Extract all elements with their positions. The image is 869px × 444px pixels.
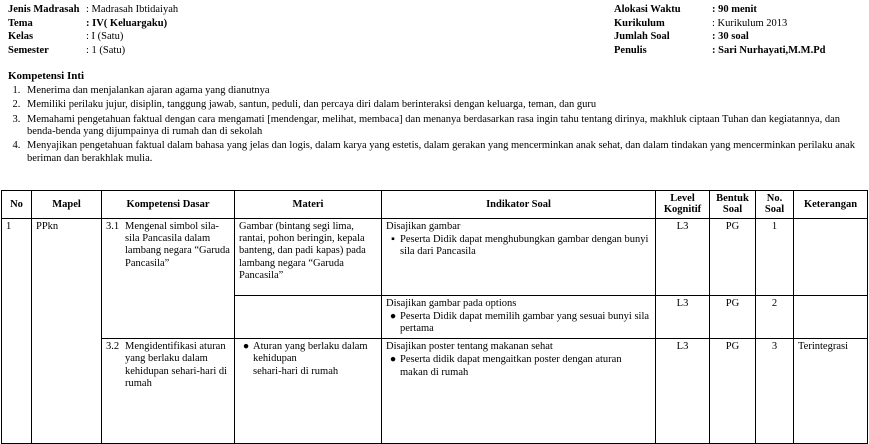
kompetensi-inti-item: 3. Memahami pengetahuan faktual dengan cara mengamati [mendengar, melihat, membaca] dan menanya berdasarkan rasa ingin tahu tentang dirinya, makhluk ciptaan Tuhan dan kegiatannya, dan benda-benda yang dijumpainya di rumah dan di sekolah [23, 114, 863, 139]
header-label: Semester [8, 44, 49, 56]
cell-mapel: PPkn [32, 218, 102, 443]
cell-no-soal: 1 [756, 218, 794, 295]
materi-item-continued [239, 366, 377, 378]
header-label: Kurikulum [614, 17, 665, 29]
kd-number: 3.2 [106, 340, 120, 352]
header-label: Jumlah Soal [614, 31, 670, 42]
header-value: : Sari Nurhayati,M.M.Pd [712, 44, 826, 56]
cell-kompetensi-dasar [102, 338, 235, 443]
kd-entry [106, 221, 230, 271]
header-row-jumlah-soal [614, 31, 825, 45]
cell-kompetensi-dasar [102, 218, 235, 338]
indikator-item [386, 354, 651, 379]
header-value: : Kurikulum 2013 [712, 17, 788, 29]
header-label: Alokasi Waktu [614, 4, 681, 15]
header-right [614, 4, 825, 58]
indikator-text: Peserta Didik dapat menghubungkan gambar dengan bunyi sila dari Pancasila [400, 234, 649, 258]
materi-item [239, 341, 377, 366]
header-row-tema [8, 18, 178, 32]
table-row [2, 218, 868, 295]
cell-materi [235, 338, 382, 443]
header-value: : 30 soal [712, 31, 749, 42]
header-value: : Madrasah Ibtidaiyah [86, 4, 179, 15]
header-label: Jenis Madrasah [8, 4, 80, 15]
cell-keterangan [794, 295, 868, 338]
materi-text: sehari-hari di rumah [253, 365, 339, 377]
cell-materi [235, 295, 382, 338]
kompetensi-inti-item: 4. Menyajikan pengetahuan faktual dalam bahasa yang jelas dan logis, dalam karya yang estetis, dalam gerakan yang mencerminkan anak sehat, dan dalam tindakan yang mencerminkan perilaku anak beriman dan berakhlak mulia. [23, 140, 863, 165]
kompetensi-inti-section [8, 70, 863, 167]
cell-keterangan: Terintegrasi [794, 338, 868, 443]
table-row [2, 338, 868, 443]
header-row-penulis [614, 45, 825, 59]
cell-level-kognitif: L3 [656, 295, 710, 338]
cell-indikator-soal [382, 338, 656, 443]
col-header-no-soal: No. Soal [756, 191, 794, 219]
header-row-jenis-madrasah [8, 4, 178, 18]
kd-entry [106, 341, 230, 391]
kd-text: Mengenal simbol sila-sila Pancasila dalam lambang negara “Garuda Pancasila” [125, 220, 230, 269]
indikator-item [386, 234, 651, 259]
cell-bentuk-soal: PG [710, 218, 756, 295]
header-row-semester [8, 45, 178, 59]
kompetensi-inti-title: Kompetensi Inti [8, 70, 85, 82]
cell-level-kognitif: L3 [656, 218, 710, 295]
bullet-spacer [239, 366, 253, 378]
col-header-level-kognitif: Level Kognitif [656, 191, 710, 219]
col-header-indikator-soal: Indikator Soal [382, 191, 656, 219]
indikator-item [386, 311, 651, 336]
col-header-kompetensi-dasar: Kompetensi Dasar [102, 191, 235, 219]
header-row-kelas [8, 31, 178, 45]
table-header-row [2, 191, 868, 219]
bullet-icon: ● [242, 340, 250, 352]
cell-indikator-soal [382, 218, 656, 295]
col-header-keterangan: Keterangan [794, 191, 868, 219]
header-row-kurikulum [614, 18, 825, 32]
materi-text: Aturan yang berlaku dalam kehidupan [253, 340, 368, 365]
indikator-stem: Disajikan gambar pada options [386, 297, 517, 309]
bullet-icon: ● [389, 354, 397, 366]
indikator-stem: Disajikan gambar [386, 220, 461, 232]
cell-indikator-soal [382, 295, 656, 338]
header-value: : 90 menit [712, 4, 757, 15]
kd-text: Mengidentifikasi aturan yang berlaku dalam kehidupan sehari-hari di rumah [125, 340, 228, 389]
kompetensi-inti-item: 2. Memiliki perilaku jujur, disiplin, tanggung jawab, santun, peduli, dan percaya diri dalam berinteraksi dengan keluarga, teman, dan guru [23, 99, 863, 111]
indikator-text: Peserta didik dapat mengaitkan poster dengan aturan makan di rumah [400, 354, 622, 378]
col-header-bentuk-soal: Bentuk Soal [710, 191, 756, 219]
col-header-mapel: Mapel [32, 191, 102, 219]
kd-number: 3.1 [106, 220, 120, 232]
col-header-materi: Materi [235, 191, 382, 219]
cell-bentuk-soal: PG [710, 338, 756, 443]
cell-keterangan [794, 218, 868, 295]
header-label: Kelas [8, 31, 34, 42]
header-left [8, 4, 178, 58]
cell-no-soal: 2 [756, 295, 794, 338]
header-label: Tema [8, 17, 33, 29]
col-header-no: No [2, 191, 32, 219]
indikator-stem: Disajikan poster tentang makanan sehat [386, 340, 553, 352]
bullet-icon: ● [389, 311, 397, 323]
header-row-alokasi-waktu [614, 4, 825, 18]
square-bullet-icon: ▪ [391, 234, 395, 246]
cell-no: 1 [2, 218, 32, 443]
header-value: : 1 (Satu) [86, 44, 126, 56]
kisi-kisi-table [1, 190, 868, 444]
header-value: : IV( Keluargaku) [86, 17, 168, 29]
cell-level-kognitif: L3 [656, 338, 710, 443]
cell-no-soal: 3 [756, 338, 794, 443]
kompetensi-inti-list [8, 85, 863, 165]
header-value: : I (Satu) [86, 31, 124, 42]
kompetensi-inti-item: 1. Menerima dan menjalankan ajaran agama yang dianutnya [23, 85, 863, 97]
cell-materi: Gambar (bintang segi lima, rantai, pohon beringin, kepala banteng, dan padi kapas) pada lambang negara “Garuda Pancasila” [235, 218, 382, 295]
cell-bentuk-soal: PG [710, 295, 756, 338]
header-label: Penulis [614, 44, 647, 56]
indikator-text: Peserta Didik dapat memilih gambar yang sesuai bunyi sila pertama [400, 311, 650, 335]
